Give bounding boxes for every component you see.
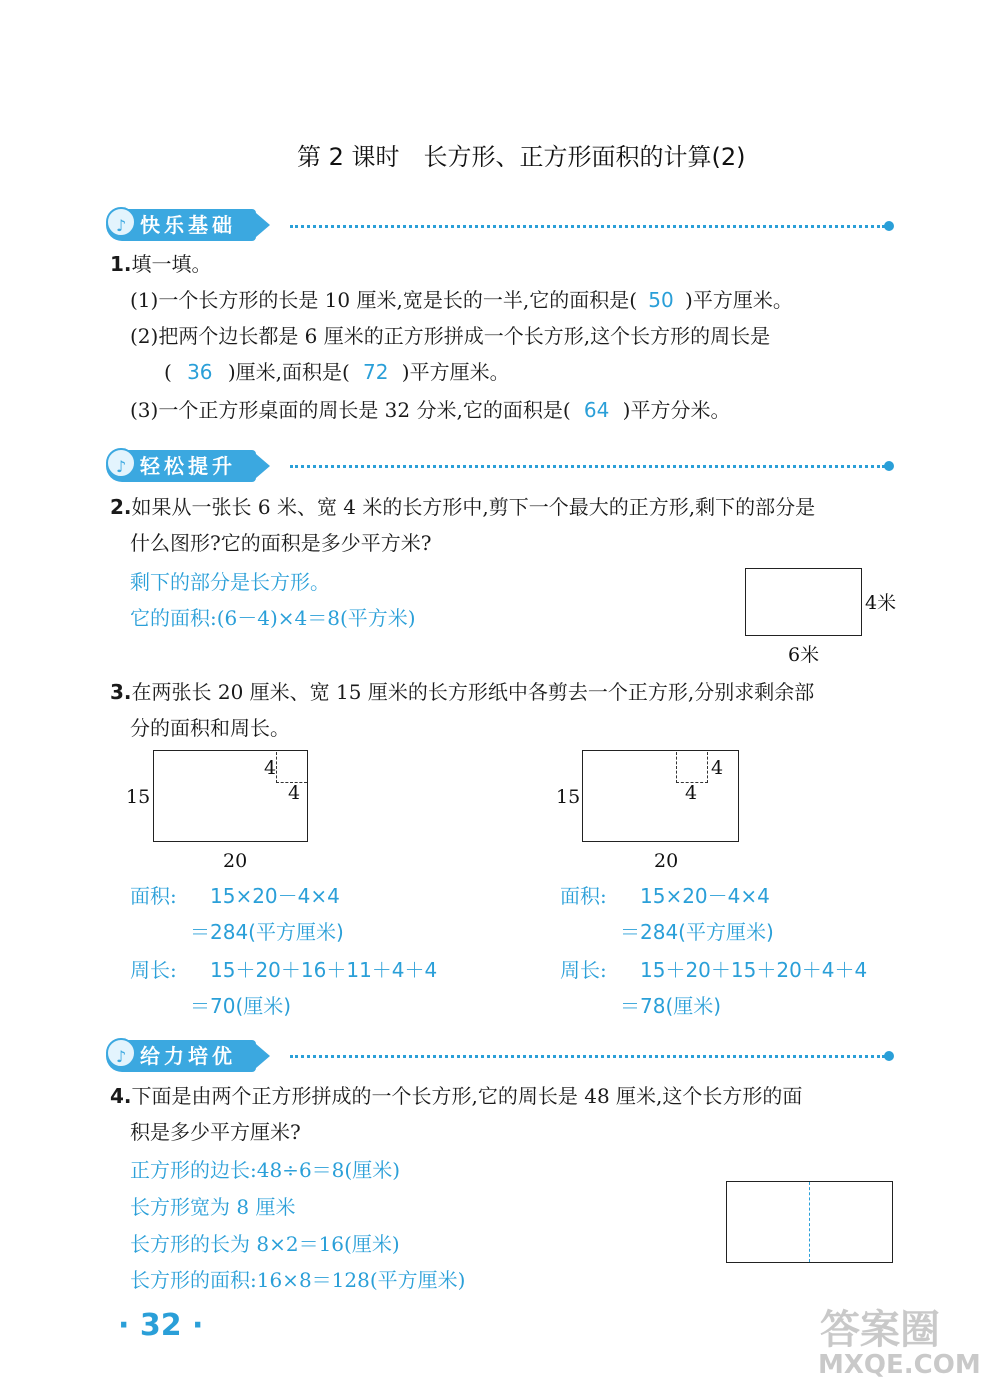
q4-line2: 积是多少平方厘米?: [130, 1120, 301, 1144]
arrow-tail-icon: [256, 454, 270, 478]
q4-answer1: 正方形的边长:48÷6＝8(厘米): [130, 1158, 400, 1182]
q1-p2-mid: )厘米,面积是(: [227, 360, 350, 384]
section-divider: [290, 1055, 885, 1058]
q1-p2-answer2: 72: [363, 360, 389, 384]
divider-dot-icon: [884, 1051, 894, 1061]
q4-line1: [110, 1078, 802, 1114]
section-divider: [290, 465, 885, 468]
q3-left-area-result: ＝284(平方厘米): [190, 920, 344, 944]
q4-answer3: 长方形的长为 8×2＝16(厘米): [130, 1232, 400, 1256]
music-note-icon: [106, 207, 136, 237]
q3-fig1-cut-square: [276, 752, 307, 783]
section-divider: [290, 225, 885, 228]
q3-right-area-label: 面积:: [560, 884, 607, 908]
q3-number: 3.: [110, 680, 132, 704]
q1-p3-unit: )平方分米。: [622, 398, 731, 422]
q3-line1: [110, 674, 814, 710]
watermark-url: MXQE.COM: [818, 1350, 981, 1380]
q1-p1-text: (1)一个长方形的长是 10 厘米,宽是长的一半,它的面积是(: [130, 288, 638, 312]
q3-fig2-bottom-label: 20: [654, 850, 679, 872]
q1-p3-answer: 64: [583, 398, 610, 422]
q1-p2-text: (2)把两个边长都是 6 厘米的正方形拼成一个长方形,这个长方形的周长是: [130, 324, 771, 348]
music-note-icon: [106, 448, 136, 478]
q3-left-peri-result: ＝70(厘米): [190, 994, 292, 1018]
section-title: 轻松提升: [140, 454, 236, 478]
page-number: · 32 ·: [118, 1308, 204, 1343]
q3-right-area-result: ＝284(平方厘米): [620, 920, 774, 944]
q2-fig-height-label: 4米: [865, 592, 897, 614]
q1-p2-answer1: 36: [187, 360, 213, 384]
q3-text1: 在两张长 20 厘米、宽 15 厘米的长方形纸中各剪去一个正方形,分别求剩余部: [131, 680, 815, 704]
q2-fig-width-label: 6米: [788, 644, 820, 666]
section-badge-advanced: [106, 1040, 256, 1072]
q4-text1: 下面是由两个正方形拼成的一个长方形,它的周长是 48 厘米,这个长方形的面: [131, 1084, 803, 1108]
arrow-tail-icon: [256, 1044, 270, 1068]
section-title: 给力培优: [140, 1044, 236, 1068]
q2-line1: [110, 489, 815, 525]
q1-p1-answer: 50: [648, 288, 674, 312]
section-title: 快乐基础: [140, 213, 236, 237]
q4-answer2: 长方形宽为 8 厘米: [130, 1195, 296, 1219]
q3-fig1-cut-side-label: 4: [288, 782, 301, 804]
q1-p3-text: (3)一个正方形桌面的周长是 32 分米,它的面积是(: [130, 398, 571, 422]
q3-fig1-bottom-label: 20: [223, 850, 248, 872]
q4-square-divider: [809, 1182, 810, 1262]
page-title: 第 2 课时 长方形、正方形面积的计算(2): [297, 143, 746, 171]
q2-text1: 如果从一张长 6 米、宽 4 米的长方形中,剪下一个最大的正方形,剩下的部分是: [131, 495, 816, 519]
section-badge-basic: [106, 209, 256, 241]
q3-left-area-label: 面积:: [130, 884, 177, 908]
q2-answer1: 剩下的部分是长方形。: [130, 570, 330, 594]
q3-fig1-side-label: 15: [126, 786, 151, 808]
q3-right-peri-expr: 15＋20＋15＋20＋4＋4: [640, 958, 868, 982]
watermark-logo: 答案圈: [820, 1307, 940, 1353]
arrow-tail-icon: [256, 213, 270, 237]
q1-p2-unit: )平方厘米。: [401, 360, 510, 384]
q3-fig2-side-label: 15: [556, 786, 581, 808]
q1-text: 填一填。: [131, 252, 212, 276]
q3-right-peri-result: ＝78(厘米): [620, 994, 722, 1018]
q3-right-area-expr: 15×20－4×4: [640, 884, 770, 908]
q4-answer4: 长方形的面积:16×8＝128(平方厘米): [130, 1268, 466, 1292]
q2-answer2: 它的面积:(6－4)×4＝8(平方米): [130, 606, 416, 630]
q2-rectangle-figure: [745, 568, 862, 636]
q3-fig2-cut-square: [676, 752, 708, 783]
q3-line2: 分的面积和周长。: [130, 716, 290, 740]
section-badge-improve: [106, 450, 256, 482]
q3-left-area-expr: 15×20－4×4: [210, 884, 340, 908]
q3-left-peri-label: 周长:: [130, 958, 177, 982]
q3-fig2-cut-side-label: 4: [685, 782, 698, 804]
q1-part1: [130, 282, 793, 318]
q3-fig1-cut-top-label: 4: [264, 757, 277, 779]
q1-part3: [130, 392, 730, 428]
q1-number: 1.: [110, 252, 132, 276]
q1-p1-unit: )平方厘米。: [685, 288, 793, 312]
q1-stem: [110, 246, 212, 282]
divider-dot-icon: [884, 221, 894, 231]
q3-fig2-cut-top-label: 4: [711, 757, 724, 779]
q4-number: 4.: [110, 1084, 132, 1108]
q2-number: 2.: [110, 495, 132, 519]
q1-part2-line2: [164, 354, 510, 390]
paren: (: [164, 360, 172, 384]
q2-line2: 什么图形?它的面积是多少平方米?: [130, 531, 432, 555]
q3-right-peri-label: 周长:: [560, 958, 607, 982]
q3-left-peri-expr: 15＋20＋16＋11＋4＋4: [210, 958, 438, 982]
divider-dot-icon: [884, 461, 894, 471]
music-note-icon: [106, 1038, 136, 1068]
q1-part2-line1: [130, 318, 770, 354]
